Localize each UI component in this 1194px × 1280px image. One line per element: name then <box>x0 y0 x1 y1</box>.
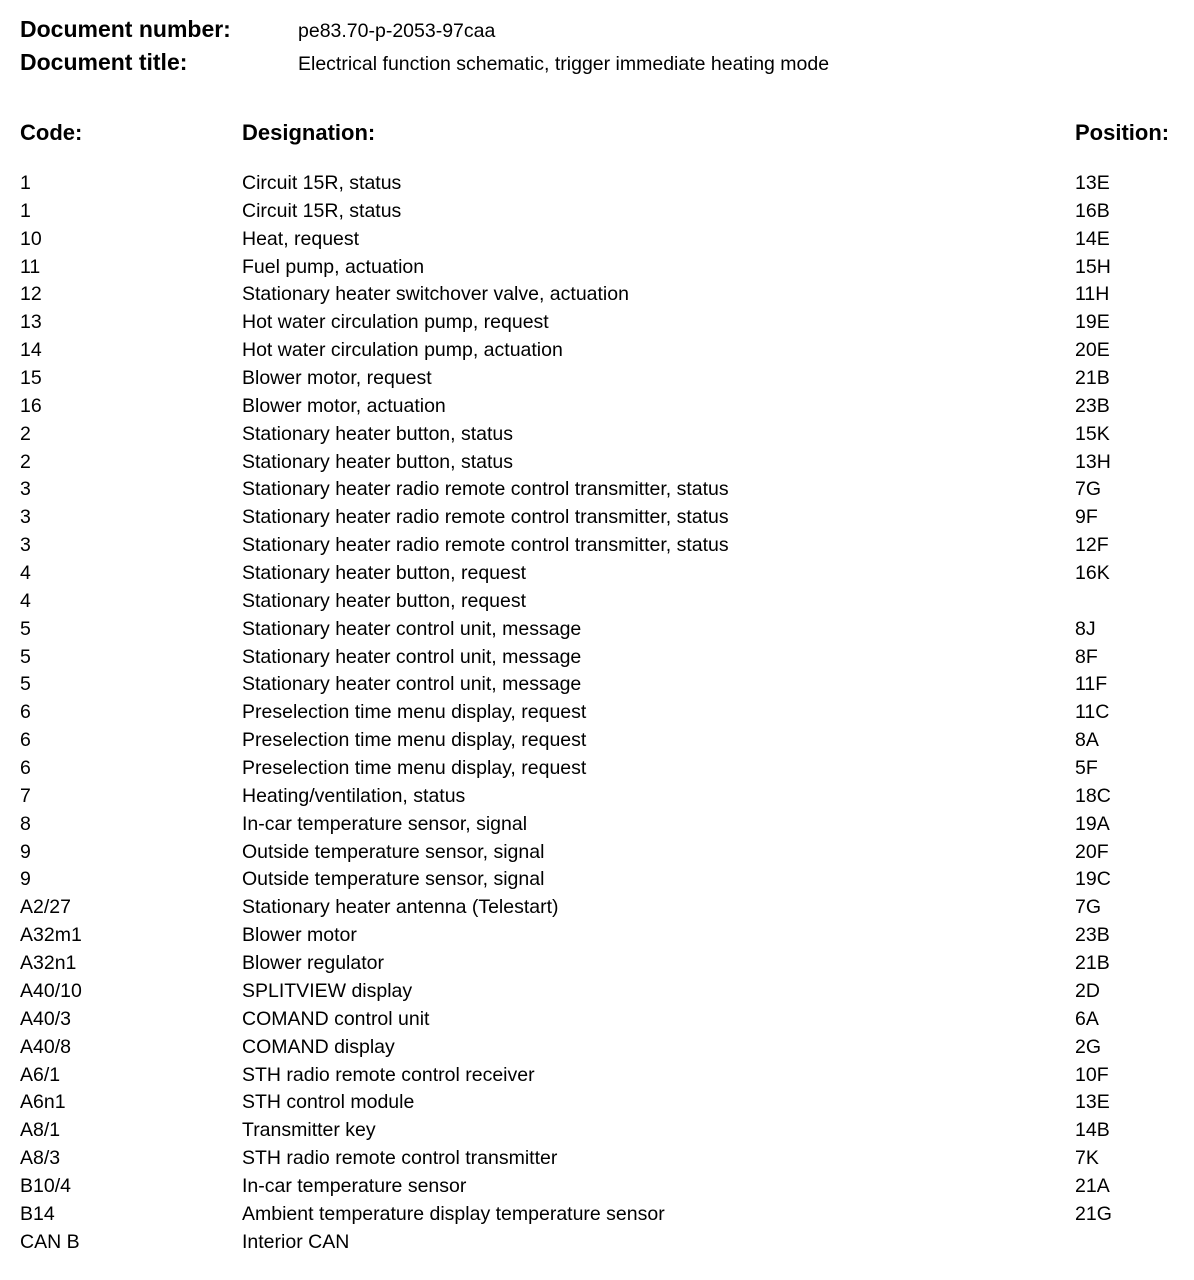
row-designation: Fuel pump, actuation <box>242 255 425 278</box>
row-position: 13E <box>1075 172 1110 194</box>
table-row <box>0 254 1194 282</box>
row-position: 23B <box>1075 924 1110 947</box>
row-position: 16K <box>1075 562 1110 585</box>
row-position: 15H <box>1075 255 1111 278</box>
table-row <box>0 226 1194 254</box>
document-number-row <box>20 14 1190 44</box>
table-row <box>0 449 1194 477</box>
table-row <box>0 644 1194 672</box>
row-code: 3 <box>20 478 31 501</box>
row-code: 5 <box>20 645 31 668</box>
row-designation: Blower motor, actuation <box>242 394 446 417</box>
table-row <box>0 922 1194 950</box>
row-designation: Stationary heater control unit, message <box>242 673 582 696</box>
table-row <box>0 699 1194 727</box>
row-code: 10 <box>20 227 42 250</box>
table-row <box>0 1201 1194 1229</box>
table-row <box>0 393 1194 421</box>
table-row <box>0 1173 1194 1201</box>
row-position: 8F <box>1075 645 1098 668</box>
row-position: 9F <box>1075 506 1098 529</box>
row-code: CAN B <box>20 1230 80 1253</box>
designation-column-header: Designation: <box>242 120 376 145</box>
row-code: 4 <box>20 589 31 612</box>
document-title-value: Electrical function schematic, trigger immediate heating mode <box>298 53 830 75</box>
table-row <box>0 532 1194 560</box>
row-position: 16B <box>1075 199 1110 222</box>
row-designation: Blower regulator <box>242 952 384 975</box>
row-designation: Stationary heater radio remote control transmitter, status <box>242 506 729 529</box>
table-row <box>0 1229 1194 1257</box>
row-code: 6 <box>20 729 31 752</box>
row-designation: Stationary heater button, status <box>242 422 514 445</box>
row-position: 11H <box>1075 283 1110 306</box>
row-position: 14B <box>1075 1119 1110 1142</box>
row-code: A40/10 <box>20 979 82 1002</box>
row-designation: Stationary heater control unit, message <box>242 645 582 668</box>
row-designation: Blower motor, request <box>242 367 432 390</box>
row-designation: Stationary heater button, request <box>242 562 527 585</box>
row-code: 5 <box>20 617 31 640</box>
row-designation: Ambient temperature display temperature sensor <box>242 1202 665 1225</box>
row-designation: In-car temperature sensor <box>242 1174 467 1197</box>
row-position: 8A <box>1075 729 1099 752</box>
row-code: 8 <box>20 812 31 835</box>
row-code: 4 <box>20 562 31 585</box>
row-code: 12 <box>20 283 42 306</box>
table-row <box>0 1089 1194 1117</box>
row-code: 13 <box>20 311 42 334</box>
table-row <box>0 727 1194 755</box>
row-designation: Hot water circulation pump, actuation <box>242 339 563 362</box>
row-designation: Circuit 15R, status <box>242 199 402 222</box>
row-code: 11 <box>20 255 41 278</box>
table-row <box>0 811 1194 839</box>
row-position: 20E <box>1075 339 1110 362</box>
row-designation: Stationary heater button, request <box>242 589 527 612</box>
row-position: 7G <box>1075 896 1102 919</box>
position-column-header: Position: <box>1075 120 1170 145</box>
row-code: A32m1 <box>20 924 82 947</box>
row-code: 5 <box>20 673 31 696</box>
table-row <box>0 671 1194 699</box>
row-position: 19E <box>1075 311 1110 334</box>
table-row <box>0 170 1194 198</box>
row-designation: Stationary heater radio remote control transmitter, status <box>242 534 729 557</box>
row-designation: STH radio remote control transmitter <box>242 1147 558 1170</box>
row-code: B10/4 <box>20 1174 71 1197</box>
row-position: 19C <box>1075 868 1111 891</box>
row-code: 9 <box>20 840 31 863</box>
row-position: 13E <box>1075 1091 1110 1114</box>
document-number-value: pe83.70-p-2053-97caa <box>298 20 496 42</box>
row-designation: Heat, request <box>242 227 360 250</box>
row-code: 2 <box>20 450 31 473</box>
row-code: 6 <box>20 757 31 780</box>
row-designation: Blower motor <box>242 924 357 947</box>
legend-table <box>0 170 1194 1257</box>
row-designation: Stationary heater button, status <box>242 450 514 473</box>
row-position: 21A <box>1075 1174 1110 1197</box>
row-code: 7 <box>20 784 31 807</box>
row-code: A40/8 <box>20 1035 71 1058</box>
document-title-label: Document title: <box>20 49 188 75</box>
row-code: 15 <box>20 367 42 390</box>
row-designation: Interior CAN <box>242 1230 350 1253</box>
code-column-header: Code: <box>20 120 83 145</box>
row-code: 3 <box>20 506 31 529</box>
table-row <box>0 560 1194 588</box>
row-position: 12F <box>1075 534 1109 557</box>
row-designation: Outside temperature sensor, signal <box>242 840 545 863</box>
table-row <box>0 755 1194 783</box>
row-position: 15K <box>1075 422 1110 445</box>
row-code: 14 <box>20 339 42 362</box>
table-row <box>0 839 1194 867</box>
table-row <box>0 950 1194 978</box>
row-code: 1 <box>20 172 31 194</box>
row-designation: Preselection time menu display, request <box>242 757 587 780</box>
table-row <box>0 1117 1194 1145</box>
table-row <box>0 616 1194 644</box>
row-position: 6A <box>1075 1007 1099 1030</box>
row-designation: Outside temperature sensor, signal <box>242 868 545 891</box>
table-row <box>0 588 1194 616</box>
table-row <box>0 894 1194 922</box>
row-position: 10F <box>1075 1063 1109 1086</box>
row-code: A8/1 <box>20 1119 61 1142</box>
row-code: 9 <box>20 868 31 891</box>
table-row <box>0 309 1194 337</box>
row-designation: COMAND display <box>242 1035 395 1058</box>
table-row <box>0 783 1194 811</box>
row-position: 14E <box>1075 227 1110 250</box>
table-row <box>0 1062 1194 1090</box>
row-position: 21B <box>1075 952 1110 975</box>
row-code: 3 <box>20 534 31 557</box>
row-code: 2 <box>20 422 31 445</box>
row-position: 13H <box>1075 450 1111 473</box>
row-code: 1 <box>20 199 31 222</box>
row-position: 2G <box>1075 1035 1102 1058</box>
row-position: 18C <box>1075 784 1111 807</box>
table-row <box>0 421 1194 449</box>
row-code: B14 <box>20 1202 55 1225</box>
table-row <box>0 281 1194 309</box>
row-position: 19A <box>1075 812 1110 835</box>
row-position: 21G <box>1075 1202 1112 1225</box>
row-designation: Stationary heater antenna (Telestart) <box>242 896 559 919</box>
row-designation: Preselection time menu display, request <box>242 729 587 752</box>
row-designation: Preselection time menu display, request <box>242 701 587 724</box>
row-code: A6n1 <box>20 1091 66 1114</box>
row-designation: SPLITVIEW display <box>242 979 413 1002</box>
table-row <box>0 365 1194 393</box>
row-position: 11C <box>1075 701 1110 724</box>
table-row <box>0 1006 1194 1034</box>
table-row <box>0 476 1194 504</box>
row-designation: Stationary heater radio remote control transmitter, status <box>242 478 729 501</box>
table-row <box>0 1034 1194 1062</box>
row-position: 21B <box>1075 367 1110 390</box>
row-code: A8/3 <box>20 1147 61 1170</box>
row-designation: STH control module <box>242 1091 415 1114</box>
table-row <box>0 337 1194 365</box>
table-row <box>0 1145 1194 1173</box>
row-designation: Stationary heater switchover valve, actuation <box>242 283 629 306</box>
row-code: 6 <box>20 701 31 724</box>
row-position: 7G <box>1075 478 1102 501</box>
table-row <box>0 198 1194 226</box>
row-designation: Hot water circulation pump, request <box>242 311 549 334</box>
row-designation: Transmitter key <box>242 1119 376 1142</box>
row-position: 20F <box>1075 840 1109 863</box>
row-designation: COMAND control unit <box>242 1007 430 1030</box>
row-code: A6/1 <box>20 1063 61 1086</box>
row-designation: Heating/ventilation, status <box>242 784 466 807</box>
document-title-row <box>20 47 1190 77</box>
row-position: 5F <box>1075 757 1098 780</box>
row-position: 23B <box>1075 394 1110 417</box>
table-row <box>0 866 1194 894</box>
document-number-label: Document number: <box>20 16 231 42</box>
row-code: A40/3 <box>20 1007 71 1030</box>
row-code: 16 <box>20 394 42 417</box>
table-row <box>0 504 1194 532</box>
row-designation: In-car temperature sensor, signal <box>242 812 528 835</box>
row-designation: Stationary heater control unit, message <box>242 617 582 640</box>
row-position: 8J <box>1075 617 1096 640</box>
row-position: 2D <box>1075 979 1100 1002</box>
table-row <box>0 978 1194 1006</box>
row-code: A32n1 <box>20 952 77 975</box>
row-code: A2/27 <box>20 896 71 919</box>
row-designation: STH radio remote control receiver <box>242 1063 535 1086</box>
row-position: 7K <box>1075 1147 1099 1170</box>
row-designation: Circuit 15R, status <box>242 172 402 194</box>
row-position: 11F <box>1075 673 1108 696</box>
